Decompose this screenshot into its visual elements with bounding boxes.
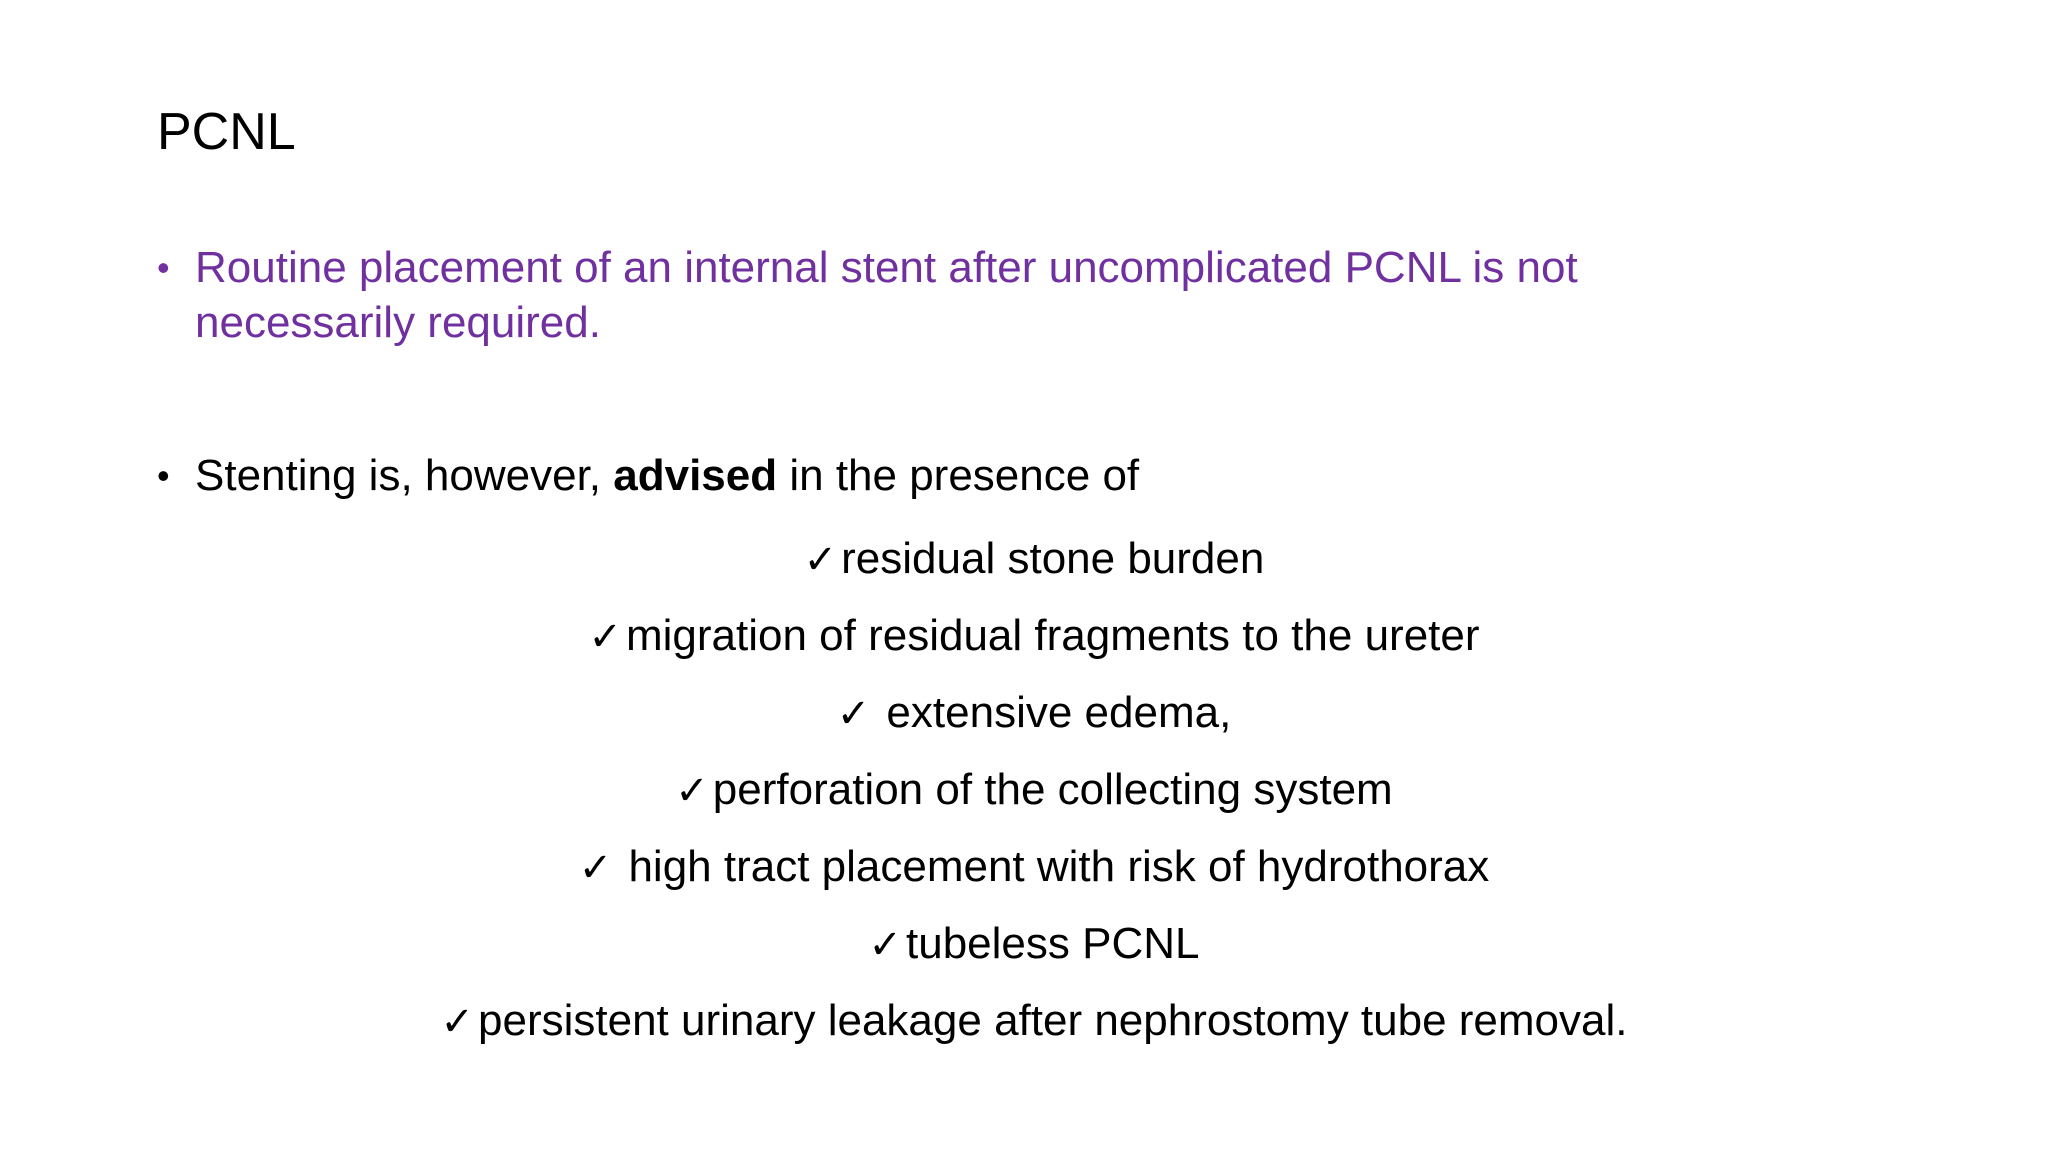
bullet-dot: • — [157, 247, 170, 288]
checkmark-icon: ✓ — [803, 537, 838, 583]
checklist-item-text: residual stone burden — [841, 534, 1265, 583]
checklist-item-text: tubeless PCNL — [906, 919, 1200, 968]
checkmark-icon: ✓ — [440, 999, 475, 1045]
bullet-text-tail: in the presence of — [777, 451, 1140, 500]
checklist-item-text: migration of residual fragments to the ureter — [625, 611, 1480, 660]
slide-title: PCNL — [157, 103, 296, 161]
checklist-item — [0, 905, 2048, 982]
bullet-text: Routine placement of an internal stent after uncomplicated PCNL is not necessarily required. — [195, 243, 1578, 347]
bullet-item-stenting-advised — [157, 448, 1757, 503]
bullet-text-emphasis: advised — [613, 451, 778, 500]
checklist-item — [0, 674, 2048, 751]
indication-checklist — [0, 520, 2048, 1059]
checklist-item-text: extensive edema, — [874, 688, 1232, 737]
checklist-item — [0, 751, 2048, 828]
checklist-item — [0, 597, 2048, 674]
bullet-text-lead: Stenting is, however, — [195, 451, 614, 500]
checkmark-icon: ✓ — [578, 845, 613, 891]
checkmark-icon: ✓ — [675, 768, 709, 814]
checkmark-icon: ✓ — [868, 922, 903, 968]
checkmark-icon: ✓ — [836, 691, 871, 737]
bullet-text — [195, 448, 1139, 503]
checklist-item-text: high tract placement with risk of hydrothorax — [616, 842, 1490, 891]
checklist-item — [0, 520, 2048, 597]
checkmark-icon: ✓ — [588, 614, 622, 660]
checklist-item — [0, 982, 2048, 1059]
bullet-item-routine-stent — [157, 240, 1757, 350]
checklist-item-text: persistent urinary leakage after nephrostomy tube removal. — [478, 996, 1628, 1045]
checklist-item — [0, 828, 2048, 905]
bullet-dot: • — [157, 455, 170, 496]
checklist-item-text: perforation of the collecting system — [712, 765, 1393, 814]
